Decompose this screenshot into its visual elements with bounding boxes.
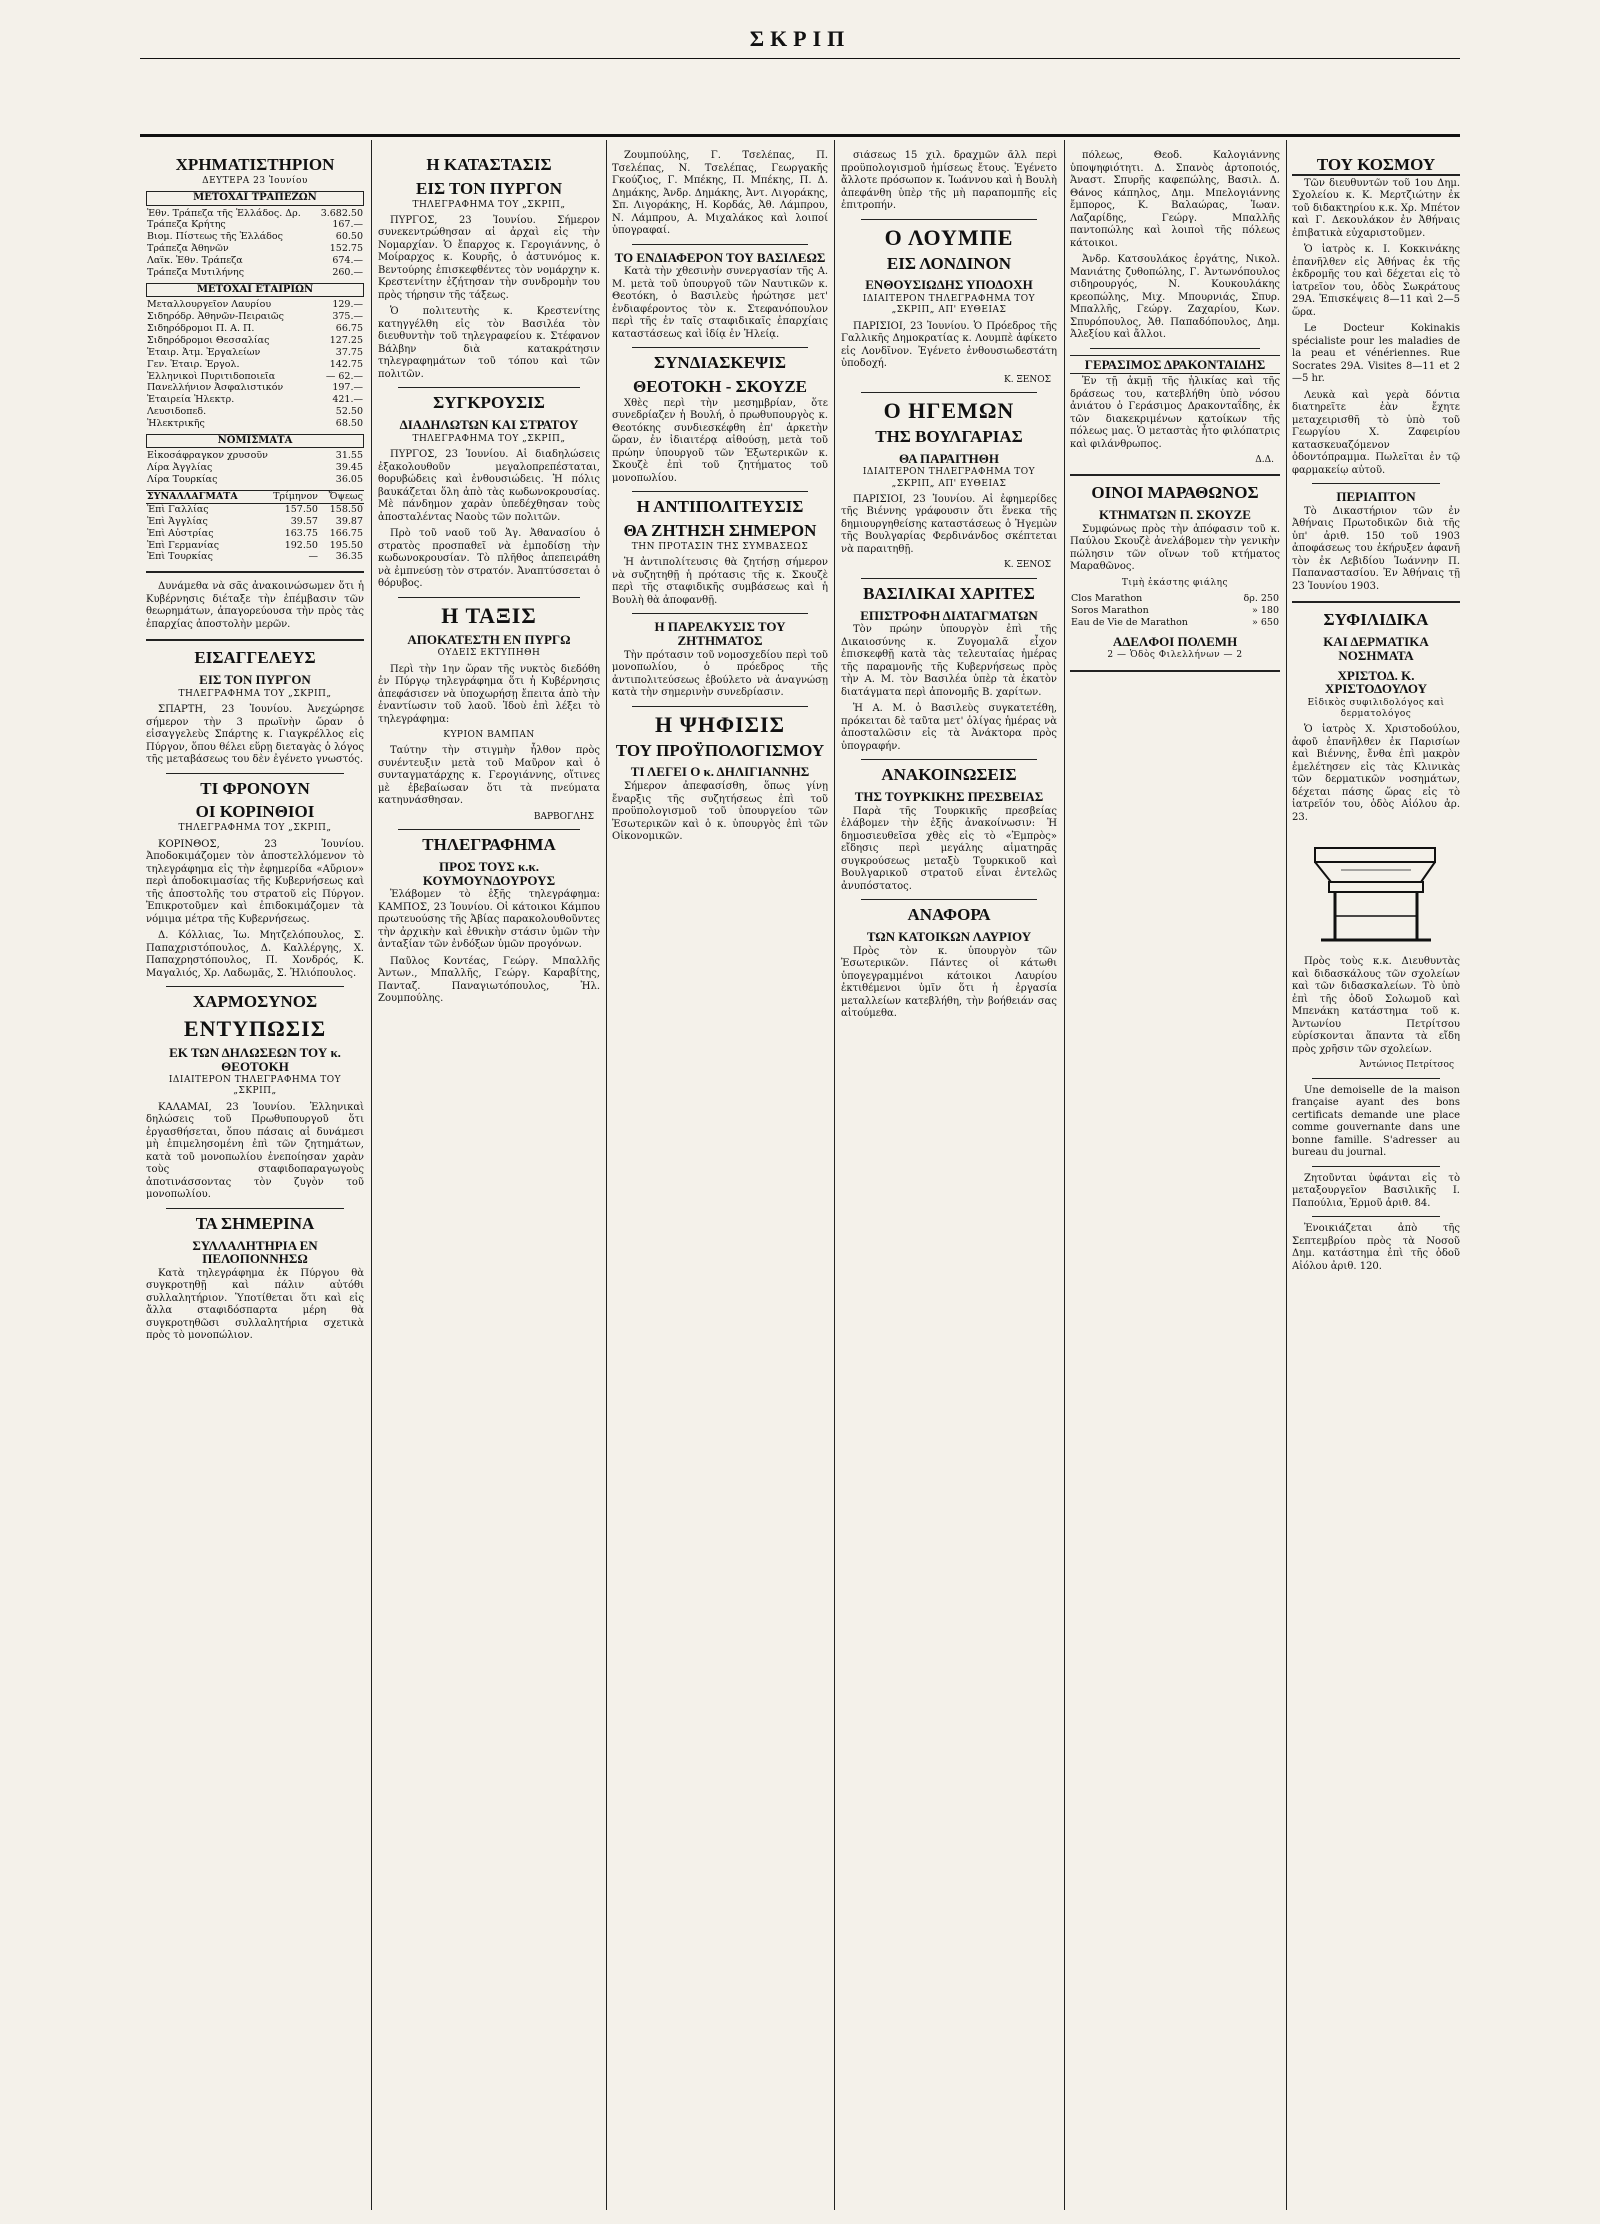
article-subtitle: ΔΙΑΔΗΛΩΤΩΝ ΚΑΙ ΣΤΡΑΤΟΥ	[399, 417, 579, 433]
notice-text: Ὁ ἰατρὸς κ. Ι. Κοκκινάκης ἐπανῆλθεν εἰς Ἀθήνας ἐκ τῆς ἐκδρομῆς του καὶ δέχεται εἰς τὸ ἰατρεῖον του, ὁδὸς Σωκράτους 29Α. Ἐπισκέψεις 8—11 καὶ 2—5 ὥρα.	[1292, 244, 1460, 318]
company-row	[146, 347, 364, 359]
market-closing-note: Δυνάμεθα νὰ σᾶς ἀνακοινώσωμεν ὅτι ἡ Κυβέρνησις διέταξε τὴν ἐπέμβασιν τῶν θεωρημάτων, ἀπαγορεύουσα τὴν πρὸς τὰς ἐπαρχίας ἀποστολὴν μερῶν.	[146, 581, 364, 630]
article-subtitle: ΕΝΤΥΠΩΣΙΣ	[183, 1015, 327, 1041]
bank-row	[146, 267, 364, 279]
ad-subtitle: ΚΑΙ ΔΕΡΜΑΤΙΚΑ ΝΟΣΗΜΑΤΑ	[1323, 634, 1429, 663]
currency-row-value: 31.55	[335, 450, 363, 462]
bank-row	[146, 208, 364, 220]
price-row-label: Clos Marathon	[1071, 593, 1143, 605]
column-2	[378, 150, 600, 2210]
article-dateline: ΙΔΙΑΙΤΕΡΟΝ ΤΗΛΕΓΡΑΦΗΜΑ ΤΟΥ „ΣΚΡΙΠ„	[168, 1075, 342, 1097]
bank-row-label: Ἐθν. Τράπεζα τῆς Ἑλλάδος. Δρ.	[147, 207, 301, 219]
article-title: ΒΑΣΙΛΙΚΑΙ ΧΑΡΙΤΕΣ	[863, 583, 1035, 603]
bank-row-label: Λαϊκ. Ἐθν. Τράπεζα	[147, 255, 243, 267]
currency-row-value: 36.05	[335, 474, 363, 486]
column-divider	[371, 140, 372, 2210]
article-text: Παρὰ τῆς Τουρκικῆς πρεσβείας ἐλάβομεν τὴν ἑξῆς ἀνακοίνωσιν: Ἡ δημοσιευθεῖσα χθὲς εἰς τὸ «Ἐμπρὸς» εἴδησις περὶ μεγάλης αἱματηρᾶς συγκρούσεως μεταξὺ Τουρκικοῦ καὶ Βουλγαρικοῦ στρατοῦ εἶναι ἐντελῶς ἀνυπόστατος.	[841, 805, 1057, 892]
company-row-label: Σιδηρόδρομοι Θεσσαλίας	[147, 334, 270, 346]
company-row-value: — 62.—	[325, 370, 363, 382]
article-title: Η ΨΗΦΙΣΙΣ	[654, 711, 785, 737]
fx-row	[146, 503, 364, 515]
fx-row-label: Ἐπὶ Γαλλίας	[147, 503, 209, 515]
market-date: ΔΕΥΤΕΡΑ 23 Ἰουνίου	[202, 175, 308, 186]
bank-row-label: Τράπεζα Μυτιλήνης	[147, 266, 245, 278]
article-text: ΠΑΡΙΣΙΟΙ, 23 Ἰουνίου. Αἱ ἐφημερίδες τῆς Βιέννης γράφουσιν ὅτι ἕνεκα τῆς δημιουργηθείσης καταστάσεως ὁ Ἡγεμὼν τῆς Βουλγαρίας Φερδινάνδος σκέπτεται νὰ παραιτηθῇ.	[841, 493, 1057, 555]
article-text: Πρὸ τοῦ ναοῦ τοῦ Ἁγ. Ἀθανασίου ὁ στρατὸς προσπαθεῖ νὰ ἐμποδίσῃ τὴν κωδωνοκρουσίαν. Τὸ πλῆθος ἀπεπειράθη νὰ ἐμπνεύσῃ τὸν στρατόν. Ἀναπτύσσεται ὁ θόρυβος.	[378, 528, 600, 590]
article-dateline: ΤΗΛΕΓΡΑΦΗΜΑ ΤΟΥ „ΣΚΡΙΠ„	[178, 688, 332, 699]
fx-row-value: 166.75	[329, 527, 363, 539]
company-row-value: 142.75	[329, 358, 363, 370]
article-subtitle: ΘΑ ΖΗΤΗΣΗ ΣΗΜΕΡΟΝ	[623, 521, 817, 541]
article-text: ΠΑΡΙΣΙΟΙ, 23 Ἰουνίου. Ὁ Πρόεδρος τῆς Γαλλικῆς Δημοκρατίας κ. Λουμπὲ ἀφίκετο εἰς Λονδῖνον. Ἐγένετο ἐνθουσιωδεστάτη ὑποδοχή.	[841, 320, 1057, 370]
company-row-label: Σιδηρόδρομοι Π. Α. Π.	[147, 323, 255, 335]
article-signers: Παῦλος Κοντέας, Γεώργ. Μπαλλῆς Ἀντων., Μπαλλῆς, Γεώργ. Καραβίτης, Πανταζ. Παναγιωτόπουλος, Ἠλ. Ζουμπούλης.	[378, 955, 600, 1005]
article-title: ΧΑΡΜΟΣΥΝΟΣ	[192, 992, 318, 1012]
fx-col1-header: Τρίμηνον	[273, 491, 318, 503]
article-text: ΚΑΛΑΜΑΙ, 23 Ἰουνίου. Ἐλληνικαὶ δηλώσεις τοῦ Πρωθυπουργοῦ ὅτι ἐργασθήσεται, ὅπου πάσαις αἱ δυνάμεσι μὴ ἐπιμελησομένη ἐπὶ τῶν ζητημάτων, κατὰ τοῦ μονοπωλίου ἐνεποίησαν χαρὰν τοὺς σταφιδοπαραγωγοὺς ἀποτινάσσοντας τὸν ζυγὸν τοῦ μονοπωλίου.	[146, 1101, 364, 1201]
companies-header: ΜΕΤΟΧΑΙ ΕΤΑΙΡΙΩΝ	[146, 283, 364, 298]
article-subtitle: ΤΗΣ ΤΟΥΡΚΙΚΗΣ ΠΡΕΣΒΕΙΑΣ	[854, 788, 1044, 804]
currency-row	[146, 474, 364, 486]
fx-row-value: 39.57	[290, 515, 318, 527]
bank-row-value: 152.75	[329, 243, 363, 255]
company-row-value: 375.—	[332, 311, 363, 323]
obituary-text: Ἐν τῇ ἀκμῇ τῆς ἡλικίας καὶ τῆς δράσεως του, κατεβλήθη ὑπὸ νόσου ἀνιάτου ὁ Γεράσιμος Δρακονταΐδης, ἐκ τῶν διακεκριμένων κατοίκων τῆς πόλεως μας. Ὁ μεταστὰς ἦτο φιλόπατρις καὶ φιλάνθρωπος.	[1070, 376, 1280, 450]
company-row-value: 421.—	[332, 394, 363, 406]
article-text: ΚΟΡΙΝΘΟΣ, 23 Ἰουνίου. Ἀποδοκιμάζομεν τὸν ἀποστελλόμενον τὸ τηλεγράφημα εἰς τὴν ἐφημερίδα «Αὔριον» περὶ ἀποδοκιμασίας τῆς Κυβερνήσεως καὶ τῆς ἀποστολῆς του στρατοῦ εἰς Πύργον. Ἐπικροτοῦμεν καὶ ἐπιδοκιμάζομεν τὰ νόμιμα μέτρα τῆς Κυβερνήσεως.	[146, 838, 364, 925]
article-text: ΣΠΑΡΤΗ, 23 Ἰουνίου. Ἀνεχώρησε σήμερον τὴν 3 πρωϊνὴν ὥραν ὁ εἰσαγγελεὺς Σπάρτης κ. Γιαγκρέλλος εἰς Πύργον, ὅπου θέλει εὕρῃ διεταγὰς ὁ λόγος τῆς μεταβάσεως του δὲν ἐγένετο γνωστός.	[146, 704, 364, 766]
fx-header: ΣΥΝΑΛΛΑΓΜΑΤΑ	[147, 491, 238, 503]
masthead-rule-top	[140, 58, 1460, 59]
continued-text: Ζουμπούλης, Γ. Τσελέπας, Π. Τσελέπας, Ν. Τσελέπας, Γεωργακῆς Γκούζιος, Γ. Μπέκης, Π. Μπέκης, Π. Δ. Δημάκης, Ἀνδρ. Δημάκης, Ἀντ. Λιγοράκης, Σπ. Λιγοράκης, Η. Κορδάς, Ἀθ. Λάμπρου, Ν. Λάμπρου, Α. Μιχαλάκος καὶ λοιποί ὑπογραφαί.	[612, 150, 828, 236]
bank-row-value: 3.682.50	[320, 207, 363, 219]
company-row-label: Μεταλλουργεῖον Λαυρίου	[147, 299, 272, 311]
fx-row-value: 157.50	[284, 503, 318, 515]
bank-row-label: Τράπεζα Κρήτης	[147, 219, 226, 231]
company-row	[146, 406, 364, 418]
column-4	[841, 150, 1057, 2210]
bank-row-value: 167.—	[332, 219, 363, 231]
article-subtitle: ΕΚ ΤΩΝ ΔΗΛΩΣΕΩΝ ΤΟΥ κ. ΘΕΟΤΟΚΗ	[169, 1044, 341, 1074]
article-subtitle: ΟΙ ΚΟΡΙΝΘΙΟΙ	[195, 802, 315, 822]
bank-row-value: 260.—	[332, 266, 363, 278]
article-title: ΕΙΣΑΓΓΕΛΕΥΣ	[194, 648, 316, 668]
article-text: Ἐλάβομεν τὸ ἑξῆς τηλεγράφημα: ΚΑΜΠΟΣ, 23 Ἰουνίου. Οἱ κάτοικοι Κάμπου πρωτευούσης τῆς Ἀβίας παρακολουθοῦντες τὴν ἀρχικὴν καὶ ἐθνικὴν στάσιν ὑμῶν τὴν ἀνταξίαν τῶν ἐνδόξων ὑμῶν προγόνων.	[378, 889, 600, 951]
bank-row-value: 60.50	[335, 231, 363, 243]
column-divider	[834, 140, 835, 2210]
company-row-label: Σιδηρόδρ. Ἀθηνῶν-Πειραιῶς	[147, 311, 285, 323]
price-row-value: » 650	[1252, 616, 1279, 628]
company-row-value: 68.50	[335, 418, 363, 430]
column-divider	[1286, 140, 1287, 2210]
article-subtitle: ΘΕΟΤΟΚΗ - ΣΚΟΥΖΕ	[633, 376, 807, 396]
column-5	[1070, 150, 1280, 2210]
article-text: Τὴν πρότασιν τοῦ νομοσχεδίου περὶ τοῦ μονοπωλίου, ὁ πρόεδρος τῆς ἀντιπολιτεύσεως ἐβούλετο νὰ ἀναγνώσῃ κατὰ τὴν σημερινὴν συνεδρίασιν.	[612, 649, 828, 699]
bank-row	[146, 255, 364, 267]
market-title: ΧΡΗΜΑΤΙΣΤΗΡΙΟΝ	[175, 155, 335, 174]
article-signature: Κ. ΞΕΝΟΣ	[1004, 374, 1051, 385]
article-title: ΣΥΝΔΙΑΣΚΕΨΙΣ	[654, 353, 786, 373]
article-subtitle: ΠΡΟΣ ΤΟΥΣ κ.κ. ΚΟΥΜΟΥΝΔΟΥΡΟΥΣ	[422, 859, 556, 888]
ad-subtitle: ΚΤΗΜΑΤΩΝ Π. ΣΚΟΥΖΕ	[1099, 507, 1251, 523]
masthead-title: ΣΚΡΙΠ	[749, 26, 851, 51]
ad-text: Ὁ ἰατρὸς Χ. Χριστοδούλου, ἀφοῦ ἐπανῆλθεν ἐκ Παρισίων καὶ Βιέννης, ἔνθα ἐπὶ μακρὸν ἐμελέτησεν εἰς τὰς Κλινικὰς τῶν δερματικῶν νοσημάτων, δέχεται πάσης ὥρας εἰς τὸ ἰατρεῖόν του, ὁδὸς Αἰόλου ἀρ. 23.	[1292, 724, 1460, 823]
company-row-value: 52.50	[335, 406, 363, 418]
price-row-label: Eau de Vie de Marathon	[1071, 616, 1188, 628]
article-title: ΑΝΑΚΟΙΝΩΣΕΙΣ	[881, 765, 1017, 785]
article-text: Πρὸς τὸν κ. ὑπουργὸν τῶν Ἐσωτερικῶν. Πάντες οἱ κάτωθι ὑπογεγραμμένοι κάτοικοι Λαυρίου ἐκτιθέμενοι ὑμῖν ὅτι ἡ ἐργασία μεταλλείων κατεβλήθη, τὴν βοήθειάν σας αἰτούμεθα.	[841, 945, 1057, 1020]
quote-heading: ΚΥΡΙΟΝ ΒΑΜΠΑΝ	[443, 730, 535, 741]
fx-col2-header: Ὄψεως	[328, 491, 363, 503]
box-title: ΠΕΡΙΑΠΤΟΝ	[1336, 489, 1416, 505]
article-title: Ο ΗΓΕΜΩΝ	[883, 397, 1015, 423]
fx-row-label: Ἐπὶ Γερμανίας	[147, 539, 220, 551]
fx-row-value: 158.50	[329, 503, 363, 515]
article-title: ΑΝΑΦΟΡΑ	[907, 905, 991, 925]
bank-row-value: 674.—	[332, 255, 363, 267]
bank-row	[146, 243, 364, 255]
article-subtitle: ΤΗΣ ΒΟΥΛΓΑΡΙΑΣ	[875, 426, 1023, 446]
company-row-value: 66.75	[335, 323, 363, 335]
article-title: Η ΑΝΤΙΠΟΛΙΤΕΥΣΙΣ	[636, 497, 804, 517]
fx-table	[146, 490, 364, 563]
fx-row-label: Ἐπὶ Αὐστρίας	[147, 527, 214, 539]
fx-row-value: 36.35	[335, 551, 363, 563]
article-text: Περὶ τὴν 1ην ὥραν τῆς νυκτὸς διεδόθη ἐν Πύργῳ τηλεγράφημα ὅτι ἡ Κυβέρνησις ἀπεφάσισεν νὰ ὑποχωρήσῃ ἔπειτα ἀπὸ τὴν ἐναντίωσιν τοῦ λαοῦ. Ἰδοὺ ἐπὶ λέξει τὸ τηλεγράφημα:	[378, 663, 600, 725]
ad-signature: Ἀντώνιος Πετρίτσος	[1359, 1060, 1454, 1071]
article-title: ΤΗΛΕΓΡΑΦΗΜΑ	[422, 835, 556, 855]
classified-ad: Ἐνοικιάζεται ἀπὸ τῆς Σεπτεμβρίου πρὸς τὰ Νοσοῦ Δημ. κατάστημα ἐπὶ τῆς ὁδοῦ Αἰόλου ἀριθ. 120.	[1292, 1223, 1460, 1272]
article-dateline: ΙΔΙΑΙΤΕΡΟΝ ΤΗΛΕΓΡΑΦΗΜΑ ΤΟΥ „ΣΚΡΙΠ„ ΑΠ' ΕΥΘΕΙΑΣ	[862, 294, 1036, 316]
company-row	[146, 323, 364, 335]
company-row-value: 37.75	[335, 346, 363, 358]
column-divider	[606, 140, 607, 2210]
article-dateline: ΤΗΝ ΠΡΟΤΑΣΙΝ ΤΗΣ ΣΥΜΒΑΣΕΩΣ	[631, 542, 809, 553]
ad-text: Πρὸς τοὺς κ.κ. Διευθυντὰς καὶ διδασκάλους τῶν σχολείων καὶ τῶν διδασκαλείων. Τὸ ὑπὸ ἐπὶ τῆς ὁδοῦ Σολωμοῦ καὶ Μπενάκη κατάστημα τοῦ κ. Ἀντωνίου Πετρίτσου εὑρίσκονται ἅπαντα τὰ εἴδη πρὸς χρῆσιν τῶν σχολείων.	[1292, 956, 1460, 1055]
companies-table	[146, 299, 364, 430]
banks-table	[146, 208, 364, 279]
column-3	[612, 150, 828, 2210]
banks-header: ΜΕΤΟΧΑΙ ΤΡΑΠΕΖΩΝ	[146, 191, 364, 206]
fx-row-label: Ἐπὶ Τουρκίας	[147, 551, 213, 563]
bank-row	[146, 219, 364, 231]
notice-text-fr: Le Docteur Kokinakis spécialiste pour les maladies de la peau et vénériennes. Rue Socrates 29A. Visites 8—11 et 2—5 hr.	[1292, 323, 1460, 385]
company-row	[146, 371, 364, 383]
article-dateline: ΟΥΔΕΙΣ ΕΚΤΥΠΗΘΗ	[437, 648, 541, 659]
continued-text: πόλεως, Θεοδ. Καλογιάννης ὑποψηφιότητι. Δ. Σπανὸς ἀρτοποιός, Ἀναστ. Σπυρῆς καφεπώλης, Βασιλ. Δ. Θάνος κάπηλος, Δημ. Μπελογιάννης ἔμπορος, Κ. Βαλαώρας, Ἰωαν. Λαζαρίδης, Γεώργ. Μπαλλῆς παντοπώλης καὶ λοιποὶ τῆς πόλεως κάτοικοι.	[1070, 150, 1280, 249]
bank-row	[146, 231, 364, 243]
signers-list: Ἀνδρ. Κατσουλάκος ἐργάτης, Νικολ. Μανιάτης ζυθοπώλης, Γ. Ἀντωνόπουλος σιδηρουργός, Ν. Κουκουλάκης κρεοπώλης, Μιχ. Μπουρνιάς, Σπυρ. Μπαλλῆς, Γεώργ. Ζαχαρίου, Κων. Σπυρόπουλος, Ἀθ. Παπαδόπουλος, Δημ. Ἀλεξίου καὶ ἄλλοι.	[1070, 254, 1280, 340]
article-subtitle: ΤΟΥ ΠΡΟΫΠΟΛΟΓΙΣΜΟΥ	[615, 740, 825, 760]
article-dateline: ΤΗΛΕΓΡΑΦΗΜΑ ΤΟΥ „ΣΚΡΙΠ„	[412, 199, 566, 210]
article-title: Ο ΛΟΥΜΠΕ	[884, 224, 1014, 250]
company-row	[146, 359, 364, 371]
article-text: Ἡ Α. Μ. ὁ Βασιλεὺς συγκατετέθη, πρόκειται δὲ ταῦτα μετ' ὀλίγας ἡμέρας νὰ ἀποσταλῶσιν εἰς τὰ Ἀνάκτορα πρὸς ὑπογραφήν.	[841, 703, 1057, 752]
section-title: ΤΟΥ ΚΟΣΜΟΥ	[1292, 156, 1460, 176]
masthead-rule	[140, 134, 1460, 137]
fx-row-value: —	[308, 551, 318, 563]
currency-header: ΝΟΜΙΣΜΑΤΑ	[146, 434, 364, 449]
ad-prices-title: Τιμὴ ἑκάστης φιάλης	[1121, 577, 1229, 588]
company-row-label: Λευσιδοπεδ.	[147, 406, 207, 418]
article-subtitle: ΘΑ ΠΑΡΑΙΤΗΘΗ	[898, 450, 1000, 466]
currency-row-label: Λίρα Ἀγγλίας	[147, 462, 213, 474]
company-row-label: Ἑλληνικοὶ Πυριτιδοποιεῖα	[147, 370, 276, 382]
company-row	[146, 382, 364, 394]
classified-ad-fr: Une demoiselle de la maison française ayant des bons certificats demande une place comme gouvernante dans une bonne famille. S'adresser au bureau du journal.	[1292, 1084, 1460, 1159]
currency-row	[146, 450, 364, 462]
ad-footer-address: 2 — Ὁδὸς Φιλελλήνων — 2	[1107, 650, 1243, 661]
fx-row-value: 163.75	[284, 527, 318, 539]
continued-text: σιάσεως 15 χιλ. δραχμῶν ἄλλ περὶ προϋπολογισμοῦ ἡμίσεως ἔτους. Ἐγένετο ἄλλοτε πρόσωπον κ. Ἰωάννου καὶ ἡ Βουλὴ ἀπεφάνθη ὑπὲρ τῆς μὴ παραπομπῆς εἰς ἐπιτροπήν.	[841, 150, 1057, 211]
fx-row-value: 39.87	[335, 515, 363, 527]
fx-row-value: 192.50	[284, 539, 318, 551]
ad-doctor-name: ΧΡΙΣΤΟΔ. Κ. ΧΡΙΣΤΟΔΟΥΛΟΥ	[1325, 667, 1427, 697]
article-text: Τὸν πρώην ὑπουργὸν ἐπὶ τῆς Δικαιοσύνης κ. Ζυγομαλᾶ εἶχον ἐπισκεφθῇ κατὰ τὰς τελευταίας ἡμέρας τῆς παραμονῆς τῆς Κυβερνήσεως πρὸς τὴν Α. Μ. τὸν Βασιλέα ὑπὲρ τὰ ἐκατὸν διατάγματα περὶ ἀπονομῆς Β. χαρίτων.	[841, 624, 1057, 698]
article-text: Ὁ πολιτευτὴς κ. Κρεστενίτης κατηγγέλθη εἰς τὸν Βασιλέα τὸν διευθυντὴν τοῦ τηλεγραφείου κ. Στέφανον Βάλβην διὰ κατακράτησιν τηλεγραφημάτων τοῦ τόπου καὶ τῶν πολιτῶν.	[378, 306, 600, 380]
article-subtitle: ΑΠΟΚΑΤΕΣΤΗ ΕΝ ΠΥΡΓΩ	[407, 631, 571, 647]
article-title: ΤΙ ΦΡΟΝΟΥΝ	[200, 778, 310, 798]
notice-text: Τῶν διευθυντῶν τοῦ 1ου Δημ. Σχολείου κ. Κ. Μερτζιώτην ἐκ τοῦ διδακτηρίου κ.κ. Χρ. Μπέτον καὶ Γ. Δεκουλάκον ἐν Ἀθήναις ἐπιβατικὰ εὐχαριστοῦμεν.	[1292, 177, 1460, 239]
company-row	[146, 335, 364, 347]
currency-row-label: Εἰκοσάφραγκον χρυσοῦν	[147, 450, 268, 462]
company-row-label: Ἑταιρ. Ἀτμ. Ἐργαλείων	[147, 346, 261, 358]
column-1	[146, 150, 364, 2210]
article-text: Κατὰ τηλεγράφημα ἐκ Πύργου θὰ συγκροτηθῇ καὶ πάλιν αὐτόθι συλλαλητήριον. Ὑποτίθεται ὅτι καὶ εἰς ἄλλα σταφιδόσπαρτα μέρη θὰ συγκροτηθῶσι συλλαλητήρια σχετικὰ πρὸς τὸ μονοπώλιον.	[146, 1267, 364, 1342]
ad-title: ΟΙΝΟΙ ΜΑΡΑΘΩΝΟΣ	[1091, 483, 1259, 503]
article-text: Κατὰ τὴν χθεσινὴν συνεργασίαν τῆς Α. Μ. μετὰ τοῦ ὑπουργοῦ τῶν Ναυτικῶν κ. Θεοτόκη, ὁ Βασιλεὺς ἠρώτησε μετ' ἐνδιαφέροντος τὸν κ. Στεφανόπουλον περὶ τῆς ἐν ταῖς σταφιδικαῖς ἐπαρχίαις καταστάσεως καὶ ἰδίᾳ ἐν Ἠλείᾳ.	[612, 266, 828, 340]
ad-text: Συμφώνως πρὸς τὴν ἀπόφασιν τοῦ κ. Παύλου Σκουζὲ ἀνελάβομεν τὴν γενικὴν πώλησιν τῶν οἴνων τοῦ κτήματος Μαραθῶνος.	[1070, 523, 1280, 573]
fx-row-value: 195.50	[329, 539, 363, 551]
box-text: Τὸ Δικαστήριον τῶν ἐν Ἀθήναις Πρωτοδικῶν διὰ τῆς ὑπ' ἀριθ. 150 τοῦ 1903 ἀποφάσεως του ἐκήρυξεν ἀφανῆ τὸν ἐκ Λεβιδίου Ἰωάννην Π. Παπαναστασίου. Ἐν Ἀθήναις τῇ 23 Ἰουνίου 1903.	[1292, 505, 1460, 592]
notice-text: Λευκὰ καὶ γερὰ δόντια διατηρεῖτε ἐὰν ἔχητε μεταχειρισθῆ τὸ ὑπὸ τοῦ Γεωργίου Χ. Ζαφειρίου κατασκευαζόμενον ὀδοντόπραμμα. Πωλεῖται ἐν τῷ φαρμακείῳ αὐτοῦ.	[1292, 389, 1460, 476]
quote-text: Ταύτην τὴν στιγμὴν ἦλθον πρὸς συνέντευξιν μετὰ τοῦ Μαῦρον καὶ ὁ συνταγματάρχης κ. Γερογιάννης, οἵτινες μὲ ἐβεβαίωσαν ὅτι τὰ πνεύματα κατηυνάσθησαν.	[378, 745, 600, 807]
company-row	[146, 418, 364, 430]
obituary-title: ΓΕΡΑΣΙΜΟΣ ΔΡΑΚΟΝΤΑΙΔΗΣ	[1070, 355, 1280, 375]
article-dateline: ΤΗΛΕΓΡΑΦΗΜΑ ΤΟΥ „ΣΚΡΙΠ„	[178, 823, 332, 834]
article-subtitle: ΣΥΛΛΑΛΗΤΗΡΙΑ ΕΝ ΠΕΛΟΠΟΝΝΗΣΩ	[192, 1237, 318, 1267]
company-row-value: 129.—	[332, 299, 363, 311]
price-row-label: Soros Marathon	[1071, 605, 1149, 616]
ad-title: ΣΥΦΙΛΙΔΙΚΑ	[1323, 610, 1429, 630]
currency-row-value: 39.45	[335, 462, 363, 474]
bank-row-label: Τράπεζα Ἀθηνῶν	[147, 243, 229, 255]
article-text: Ἡ ἀντιπολίτευσις θὰ ζητήσῃ σήμερον νὰ συζητηθῇ ἡ πρότασις τῆς κ. Σκουζὲ περὶ τῆς σταφιδικῆς συμβάσεως καὶ ἡ Βουλὴ θὰ ἀποφανθῇ.	[612, 557, 828, 606]
article-text: Σήμερον ἀπεφασίσθη, ὅπως γίνῃ ἔναρξις τῆς συζητήσεως ἐπὶ τοῦ προϋπολογισμοῦ τοῦ ὑπουργείου τῶν Ἐσωτερικῶν καὶ ὁ κ. ὑπουργὸς ἐπὶ τῶν Οἰκονομικῶν.	[612, 781, 828, 843]
currency-table	[146, 450, 364, 486]
article-subtitle: ΤΙ ΛΕΓΕΙ Ο κ. ΔΗΛΙΓΙΑΝΝΗΣ	[630, 764, 810, 780]
ad-footer: ΑΔΕΛΦΟΙ ΠΟΛΕΜΗ	[1112, 633, 1238, 649]
article-title: Η ΠΑΡΕΛΚΥΣΙΣ ΤΟΥ ΖΗΤΗΜΑΤΟΣ	[654, 619, 786, 648]
article-subtitle: ΕΙΣ ΤΟΝ ΠΥΡΓΟΝ	[416, 178, 562, 198]
company-row-label: Πανελλήνιον Ἀσφαλιστικόν	[147, 382, 284, 394]
article-signers: Δ. Κόλλιας, Ἰω. Μητζελόπουλος, Σ. Παπαχριστόπουλος, Δ. Καλλέργης, Χ. Παπαχρηστόπουλος, Π. Χονδρός, Κ. Μαγαλιός, Χρ. Λαδωμᾶς, Σ. Ἠλιόπουλος.	[146, 930, 364, 979]
article-title: ΣΥΓΚΡΟΥΣΙΣ	[433, 393, 545, 413]
company-row	[146, 394, 364, 406]
column-divider	[1064, 140, 1065, 2210]
company-row-label: Ἠλεκτρικῆς	[147, 418, 205, 430]
article-dateline: ΤΗΛΕΓΡΑΦΗΜΑ ΤΟΥ „ΣΚΡΙΠ„	[412, 433, 566, 444]
company-row	[146, 299, 364, 311]
company-row-label: Ἑταιρεία Ἠλεκτρ.	[147, 394, 235, 406]
column-6	[1292, 150, 1460, 2210]
classified-ad: Ζητοῦνται ὑφάνται εἰς τὸ μεταξουργεῖον Βασιλικῆς Ι. Παπούλια, Ἑρμοῦ ἀριθ. 84.	[1292, 1172, 1460, 1209]
article-title: Η ΤΑΞΙΣ	[441, 602, 537, 628]
ad-price-table	[1070, 593, 1280, 629]
article-subtitle: ΤΩΝ ΚΑΤΟΙΚΩΝ ΛΑΥΡΙΟΥ	[866, 928, 1032, 944]
article-subtitle: ΕΙΣ ΛΟΝΔΙΝΟΝ	[886, 253, 1012, 273]
article-subtitle: ΕΠΙΣΤΡΟΦΗ ΔΙΑΤΑΓΜΑΤΩΝ	[860, 607, 1038, 623]
article-title: ΤΟ ΕΝΔΙΑΦΕΡΟΝ ΤΟΥ ΒΑΣΙΛΕΩΣ	[614, 249, 826, 265]
article-signature: ΒΑΡΒΟΓΛΗΣ	[533, 811, 594, 822]
price-row	[1070, 617, 1280, 629]
article-text: Χθὲς περὶ τὴν μεσημβρίαν, ὅτε συνεδρίαζεν ἡ Βουλή, ὁ πρωθυπουργὸς κ. Θεοτόκης συνδιεσκέφθη ἐπ' ἀρκετὴν ὥραν, ἐν ἰδιαιτέρᾳ αἰθούσῃ, μετὰ τοῦ πρώην ὑπουργοῦ τῶν Ἐξωτερικῶν κ. Σκουζὲ ἐπὶ τοῦ ζητήματος τοῦ μονοπωλίου.	[612, 397, 828, 484]
article-dateline: ΙΔΙΑΙΤΕΡΟΝ ΤΗΛΕΓΡΑΦΗΜΑ ΤΟΥ „ΣΚΡΙΠ„ ΑΠ' ΕΥΘΕΙΑΣ	[862, 467, 1036, 489]
currency-row	[146, 462, 364, 474]
price-row-value: » 180	[1252, 605, 1279, 616]
article-text: ΠΥΡΓΟΣ, 23 Ἰουνίου. Αἱ διαδηλώσεις ἐξακολουθοῦν μεγαλοπρεπέσταται, θορυβώδεις καὶ ἐνθουσιώδεις. Ἡ πόλις βαυκάζεται ὅλη ἀπὸ τὰς κωδωνοκρουσίας. Μὲ πάνδημον χαρὰν ὑπεδέχθησαν τοὺς ἀποσταλέντας Ναοὺς τῶν πολιτῶν.	[378, 449, 600, 523]
currency-row-label: Λίρα Τουρκίας	[147, 474, 218, 486]
fx-row	[146, 551, 364, 563]
article-title: Η ΚΑΤΑΣΤΑΣΙΣ	[426, 155, 552, 174]
article-subtitle: ΕΝΘΟΥΣΙΩΔΗΣ ΥΠΟΔΟΧΗ	[865, 277, 1033, 293]
obituary-signature: Δ.Δ.	[1255, 455, 1274, 466]
company-row-value: 197.—	[332, 382, 363, 394]
article-subtitle: ΕΙΣ ΤΟΝ ΠΥΡΓΟΝ	[199, 672, 311, 688]
ad-specialty: Εἰδικὸς συφιλιδολόγος καὶ δερματολόγος	[1307, 697, 1445, 720]
bank-row-label: Βιομ. Πίστεως τῆς Ἑλλάδος	[147, 231, 283, 243]
company-row	[146, 311, 364, 323]
price-row-value: δρ. 250	[1243, 593, 1279, 605]
fx-row-label: Ἐπὶ Ἀγγλίας	[147, 515, 208, 527]
article-text: ΠΥΡΓΟΣ, 23 Ἰουνίου. Σήμερον συνεκεντρώθησαν αἱ ἀρχαὶ εἰς τὴν Νομαρχίαν. Ὁ ἔπαρχος κ. Γερογιάννης, ὁ Μοίραρχος κ. Κουρῆς, ὁ ἀστυνόμος κ. Βεντούρης ἐπισκεφθέντες τὸν νομάρχην κ. Κρεστενίτην ἐζήτησαν τὴν συνδρομὴν του πρὸς τήρησιν τῆς τάξεως.	[378, 214, 600, 301]
fx-row	[146, 528, 364, 540]
fx-row	[146, 540, 364, 552]
price-row	[1070, 593, 1280, 605]
company-row-label: Γεν. Ἑταιρ. Ἐργολ.	[147, 358, 240, 370]
school-desk-illustration	[1301, 830, 1451, 950]
fx-row	[146, 516, 364, 528]
price-row	[1070, 605, 1280, 617]
company-row-value: 127.25	[329, 334, 363, 346]
article-title: ΤΑ ΣΗΜΕΡΙΝΑ	[195, 1213, 315, 1233]
article-signature: Κ. ΞΕΝΟΣ	[1004, 560, 1051, 571]
